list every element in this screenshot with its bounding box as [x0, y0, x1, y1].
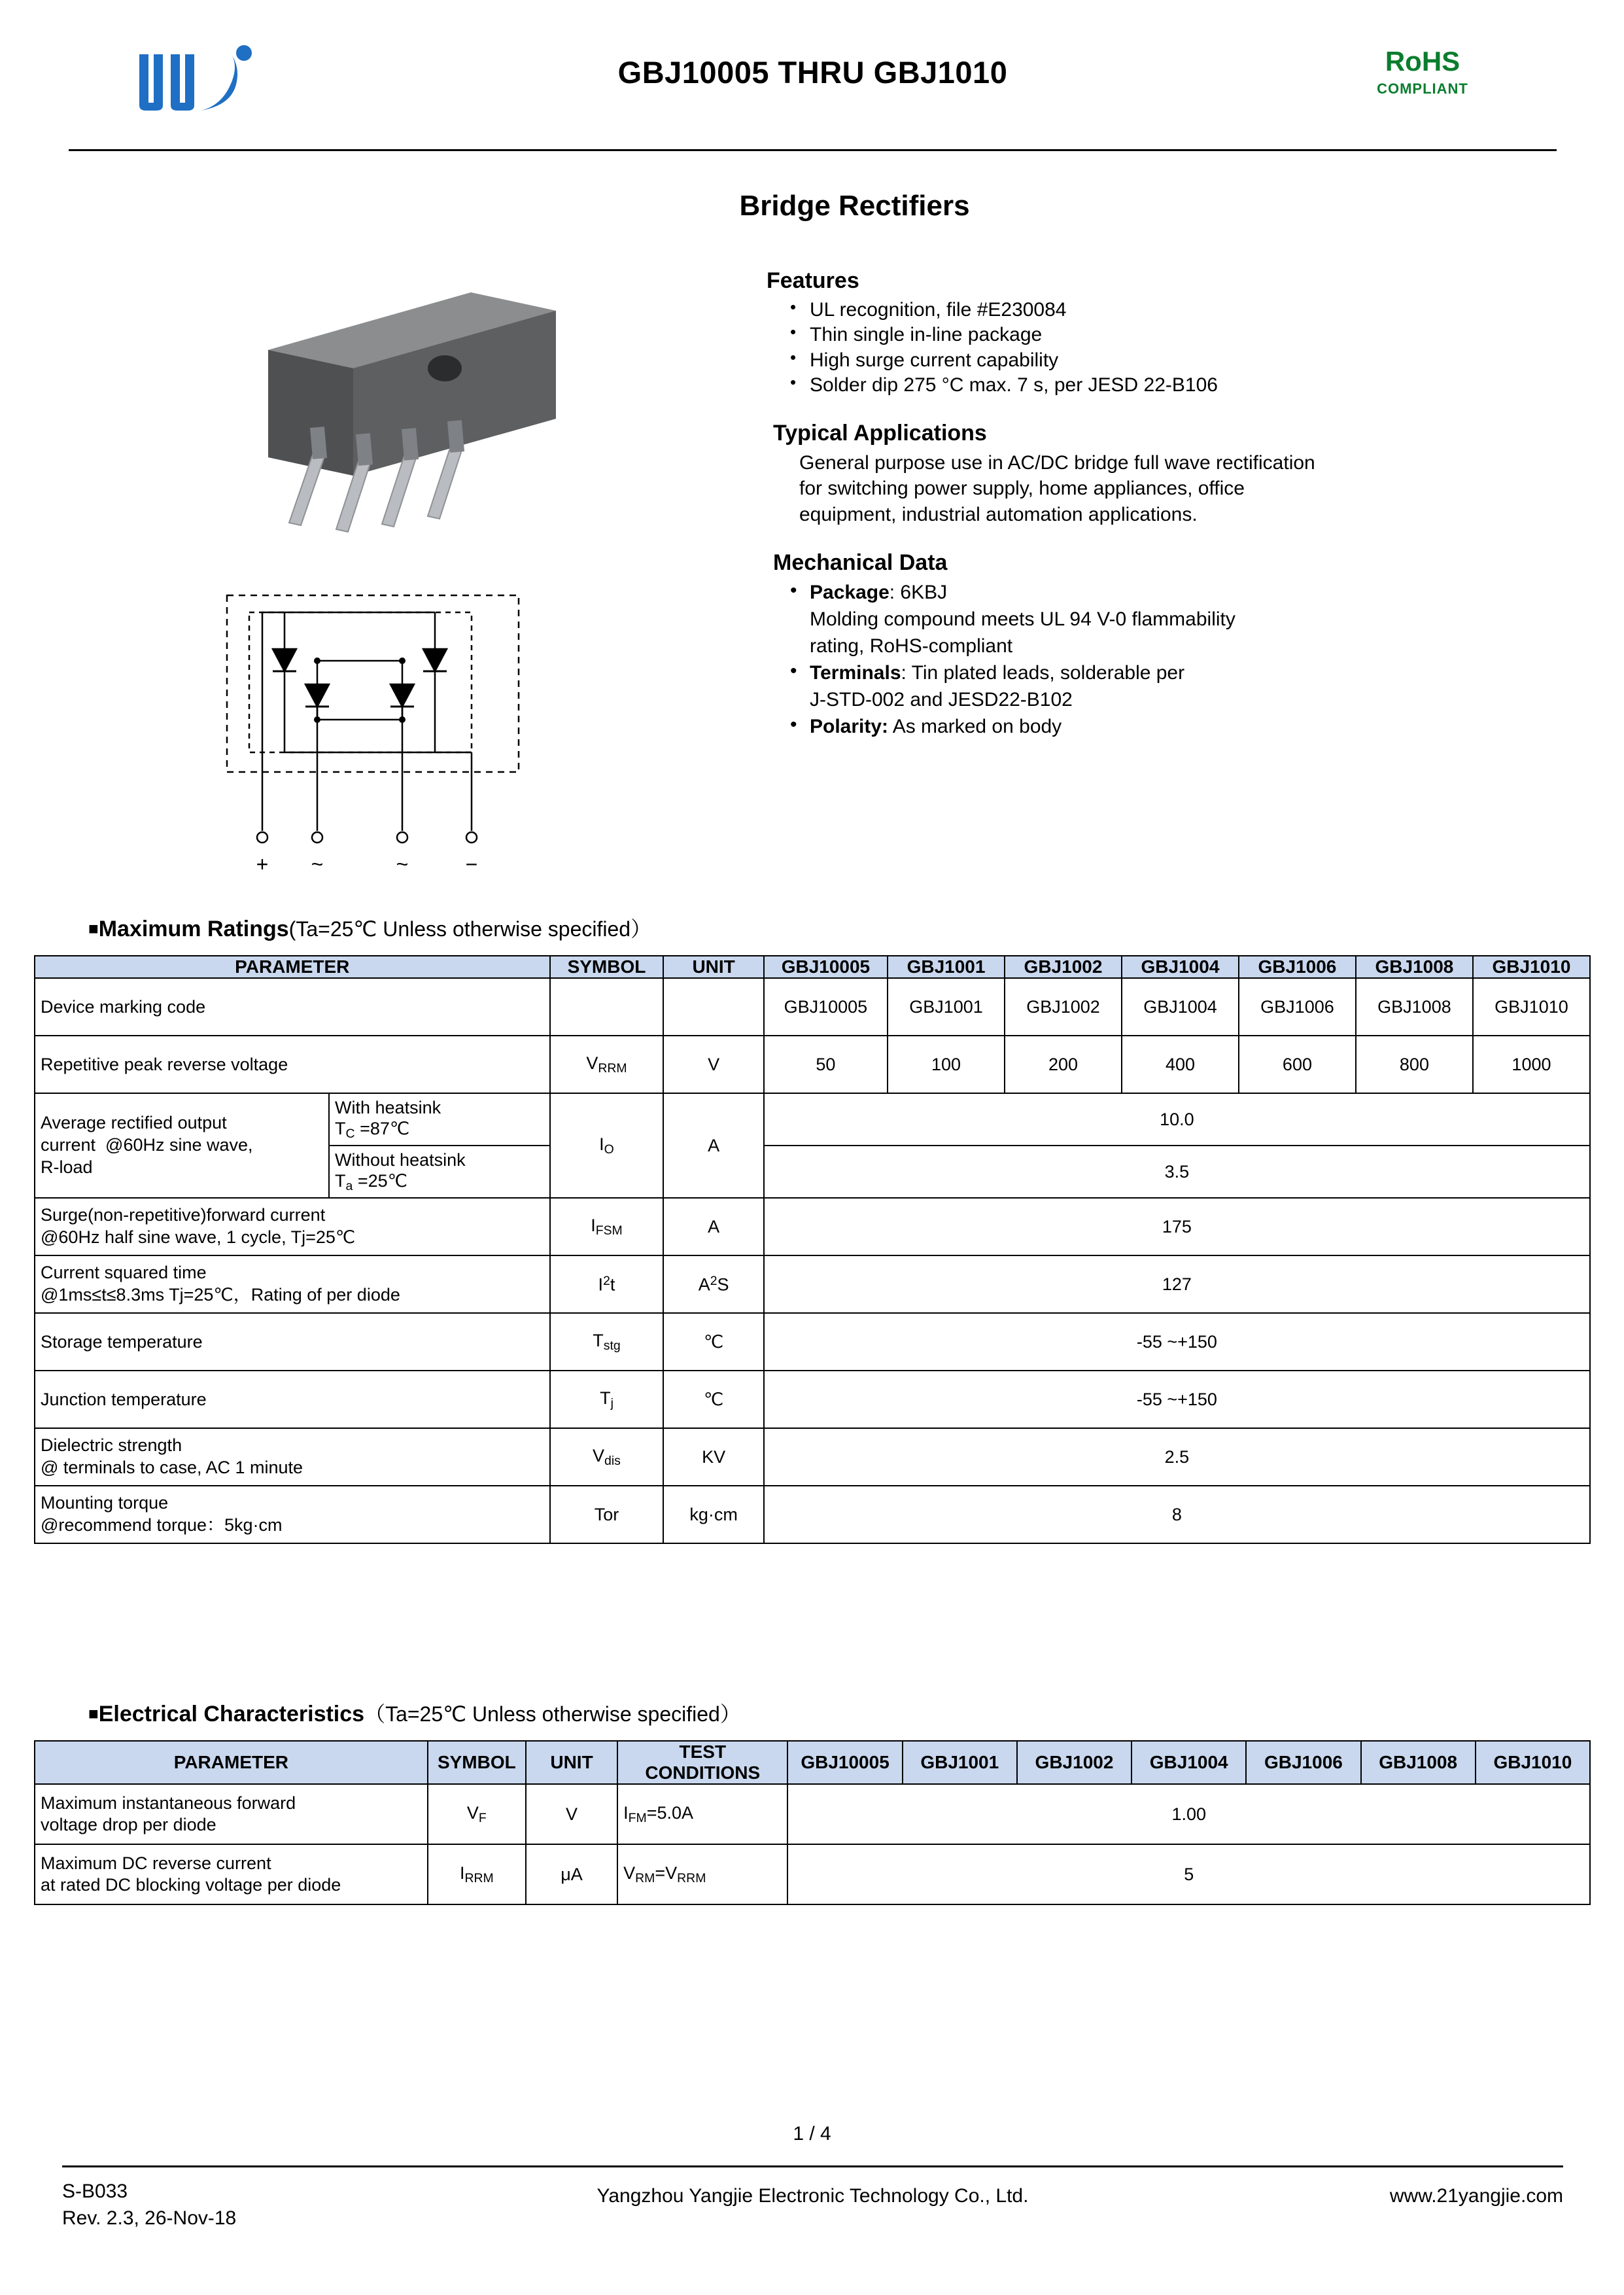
electrical-characteristics-table — [34, 1740, 1591, 1905]
rohs-compliant-label: COMPLIANT — [1377, 80, 1468, 97]
max-ratings-title — [88, 913, 651, 943]
row-unit: A — [663, 1093, 763, 1198]
row-symbol: $I_{FSM}$ — [550, 1198, 664, 1255]
row-value: GBJ1008 — [1356, 978, 1473, 1036]
row-value: 2.5 — [764, 1428, 1590, 1486]
row-parameter: Surge(non-repetitive)forward current @60Hz half sine wave, 1 cycle, Tj=25℃ — [35, 1198, 550, 1255]
electrical-title-bold: Electrical Characteristics — [98, 1702, 365, 1726]
table-row — [35, 1198, 1590, 1255]
row-value: 5 — [787, 1844, 1590, 1904]
package-line-3: rating, RoHS-compliant — [810, 635, 1013, 657]
row-unit: ℃ — [663, 1313, 763, 1371]
page-number: 1 / 4 — [793, 2123, 831, 2145]
page-title: GBJ10005 THRU GBJ1010 — [617, 55, 1008, 90]
row-unit: μA — [526, 1844, 617, 1904]
revision: Rev. 2.3, 26-Nov-18 — [62, 2207, 237, 2229]
column-header: PARAMETER — [35, 956, 550, 978]
table-row — [35, 1036, 1590, 1093]
row-value: GBJ1010 — [1473, 978, 1590, 1036]
row-value: 8 — [764, 1486, 1590, 1543]
row-parameter — [35, 1784, 428, 1844]
svg-text:~: ~ — [311, 852, 324, 876]
doc-code: S-B033 — [62, 2181, 128, 2202]
row-value: 600 — [1239, 1036, 1356, 1093]
footer-divider — [62, 2165, 1563, 2167]
row-value: -55 ~+150 — [764, 1371, 1590, 1428]
column-header: GBJ1006 — [1239, 956, 1356, 978]
table-row — [35, 1093, 1590, 1146]
column-header: GBJ1001 — [903, 1741, 1017, 1784]
list-item: • High surge current capability — [790, 348, 1558, 373]
row-unit — [663, 978, 763, 1036]
row-value: 800 — [1356, 1036, 1473, 1093]
row-unit: KV — [663, 1428, 763, 1486]
applications-line-1: General purpose use in AC/DC bridge full wave rectification — [799, 451, 1315, 474]
table-header-row — [35, 1741, 1590, 1784]
right-info-column — [767, 268, 1558, 741]
column-header: GBJ1010 — [1476, 1741, 1590, 1784]
header-divider — [69, 149, 1557, 151]
mechanical-list — [767, 580, 1558, 739]
row-value: 50 — [764, 1036, 888, 1093]
row-value: 1.00 — [787, 1784, 1590, 1844]
company-name: Yangzhou Yangjie Electronic Technology Co., Ltd. — [596, 2185, 1029, 2207]
row-parameter: Mounting torque @recommend torque：5kg·cm — [35, 1486, 550, 1543]
row-unit: ℃ — [663, 1371, 763, 1428]
row-parameter: Device marking code — [35, 978, 550, 1036]
table-row — [35, 978, 1590, 1036]
svg-text:~: ~ — [396, 852, 409, 876]
row-value: 100 — [888, 1036, 1005, 1093]
column-header: SYMBOL — [550, 956, 664, 978]
row-parameter: Average rectified output current @60Hz sine wave, R-load — [35, 1093, 329, 1198]
terminals-label: Terminals — [810, 662, 901, 684]
row-symbol: $T_j$ — [550, 1371, 664, 1428]
bullet-square-icon: ■ — [88, 919, 99, 938]
row-value: 175 — [764, 1198, 1590, 1255]
row-unit: $A^2S$ — [663, 1255, 763, 1313]
row-symbol: $V_{dis}$ — [550, 1428, 664, 1486]
row-value: GBJ1002 — [1005, 978, 1122, 1036]
rohs-badge — [1324, 48, 1521, 97]
mechanical-heading: Mechanical Data — [773, 550, 948, 576]
electrical-title-rest: （Ta=25℃ Unless otherwise specified） — [364, 1702, 741, 1726]
row-parameter-line2: voltage drop per diode — [41, 1815, 216, 1835]
page-header — [69, 36, 1557, 124]
terminals-value: : Tin plated leads, solderable per — [901, 662, 1185, 684]
column-header: UNIT — [526, 1741, 617, 1784]
row-symbol: $V_F$ — [428, 1784, 526, 1844]
row-unit: V — [526, 1784, 617, 1844]
features-list — [767, 298, 1558, 398]
row-parameter-line1: Maximum instantaneous forward — [41, 1793, 296, 1813]
polarity-value: As marked on body — [888, 716, 1062, 738]
row-parameter: Storage temperature — [35, 1313, 550, 1371]
row-symbol: $I^2t$ — [550, 1255, 664, 1313]
row-subcondition-heatsink: With heatsink $T_C$ =87℃ — [329, 1093, 550, 1146]
column-header: TEST CONDITIONS — [617, 1741, 787, 1784]
package-line-2: Molding compound meets UL 94 V-0 flammability — [810, 608, 1235, 631]
column-header: GBJ10005 — [764, 956, 888, 978]
electrical-title — [88, 1698, 741, 1728]
features-heading: Features — [767, 268, 859, 293]
row-parameter-line2: at rated DC blocking voltage per diode — [41, 1875, 341, 1895]
row-value: 200 — [1005, 1036, 1122, 1093]
column-header: SYMBOL — [428, 1741, 526, 1784]
svg-text:+: + — [256, 852, 269, 876]
column-header: GBJ1001 — [888, 956, 1005, 978]
row-value: GBJ1006 — [1239, 978, 1356, 1036]
document-subtitle: Bridge Rectifiers — [739, 190, 970, 222]
table-row — [35, 1371, 1590, 1428]
list-item: • Solder dip 275 °C max. 7 s, per JESD 22-B106 — [790, 373, 1558, 398]
table-row — [35, 1844, 1590, 1904]
row-symbol: $T_{stg}$ — [550, 1313, 664, 1371]
row-value: GBJ1004 — [1122, 978, 1239, 1036]
row-parameter: Current squared time @1ms≤t≤8.3ms Tj=25℃，Rating of per diode — [35, 1255, 550, 1313]
row-parameter: Dielectric strength @ terminals to case, AC 1 minute — [35, 1428, 550, 1486]
applications-line-3: equipment, industrial automation applications. — [799, 504, 1198, 526]
column-header: GBJ1002 — [1017, 1741, 1132, 1784]
row-subcondition-no-heatsink: Without heatsink $T_a$ =25℃ — [329, 1146, 550, 1198]
column-header: GBJ1010 — [1473, 956, 1590, 978]
list-item — [790, 714, 1558, 739]
list-item — [790, 660, 1558, 686]
bullet-square-icon: ■ — [88, 1704, 99, 1723]
row-condition: $V_{RM}=V_{RRM}$ — [617, 1844, 787, 1904]
table-row — [35, 1486, 1590, 1543]
table-row — [35, 1313, 1590, 1371]
table-row — [35, 1255, 1590, 1313]
applications-line-2: for switching power supply, home appliances, office — [799, 478, 1245, 500]
column-header: GBJ1006 — [1246, 1741, 1360, 1784]
website-link[interactable]: www.21yangjie.com — [1389, 2185, 1563, 2207]
max-ratings-table — [34, 955, 1591, 1544]
row-unit: kg·cm — [663, 1486, 763, 1543]
column-header: GBJ1008 — [1361, 1741, 1476, 1784]
row-value: 400 — [1122, 1036, 1239, 1093]
row-value: 10.0 — [764, 1093, 1590, 1146]
row-value: 3.5 — [764, 1146, 1590, 1198]
row-unit: V — [663, 1036, 763, 1093]
package-illustration — [190, 265, 595, 546]
applications-heading: Typical Applications — [773, 420, 987, 446]
row-parameter — [35, 1844, 428, 1904]
column-header: GBJ1002 — [1005, 956, 1122, 978]
terminals-line-2: J-STD-002 and JESD22-B102 — [810, 689, 1073, 711]
row-parameter: Junction temperature — [35, 1371, 550, 1428]
svg-text:−: − — [465, 852, 478, 876]
package-value: : 6KBJ — [889, 582, 948, 604]
row-symbol: $I_O$ — [550, 1093, 664, 1198]
row-value: GBJ10005 — [764, 978, 888, 1036]
page-footer — [62, 2179, 1563, 2251]
row-value: -55 ~+150 — [764, 1313, 1590, 1371]
column-header: UNIT — [663, 956, 763, 978]
row-condition: $I_{FM}=5.0A$ — [617, 1784, 787, 1844]
column-header: GBJ1008 — [1356, 956, 1473, 978]
list-item: • UL recognition, file #E230084 — [790, 298, 1558, 323]
row-unit: A — [663, 1198, 763, 1255]
row-parameter-line1: Maximum DC reverse current — [41, 1853, 271, 1873]
row-parameter: Repetitive peak reverse voltage — [35, 1036, 550, 1093]
row-symbol: $V_{RRM}$ — [550, 1036, 664, 1093]
max-ratings-title-rest: (Ta=25℃ Unless otherwise specified） — [288, 917, 652, 941]
bridge-schematic — [219, 589, 527, 890]
row-value: 1000 — [1473, 1036, 1590, 1093]
row-value: GBJ1001 — [888, 978, 1005, 1036]
package-label: Package — [810, 582, 890, 604]
column-header: GBJ1004 — [1122, 956, 1239, 978]
list-item: • Thin single in-line package — [790, 323, 1558, 347]
row-symbol: $I_{RRM}$ — [428, 1844, 526, 1904]
column-header: GBJ10005 — [787, 1741, 902, 1784]
rohs-label: RoHS — [1385, 46, 1460, 77]
column-header: GBJ1004 — [1132, 1741, 1246, 1784]
row-value: 127 — [764, 1255, 1590, 1313]
table-row — [35, 1784, 1590, 1844]
polarity-label: Polarity: — [810, 716, 889, 738]
row-symbol — [550, 978, 664, 1036]
column-header: PARAMETER — [35, 1741, 428, 1784]
list-item — [790, 580, 1558, 605]
max-ratings-title-bold: Maximum Ratings — [98, 917, 289, 941]
row-symbol: Tor — [550, 1486, 664, 1543]
table-header-row — [35, 956, 1590, 978]
table-row — [35, 1428, 1590, 1486]
